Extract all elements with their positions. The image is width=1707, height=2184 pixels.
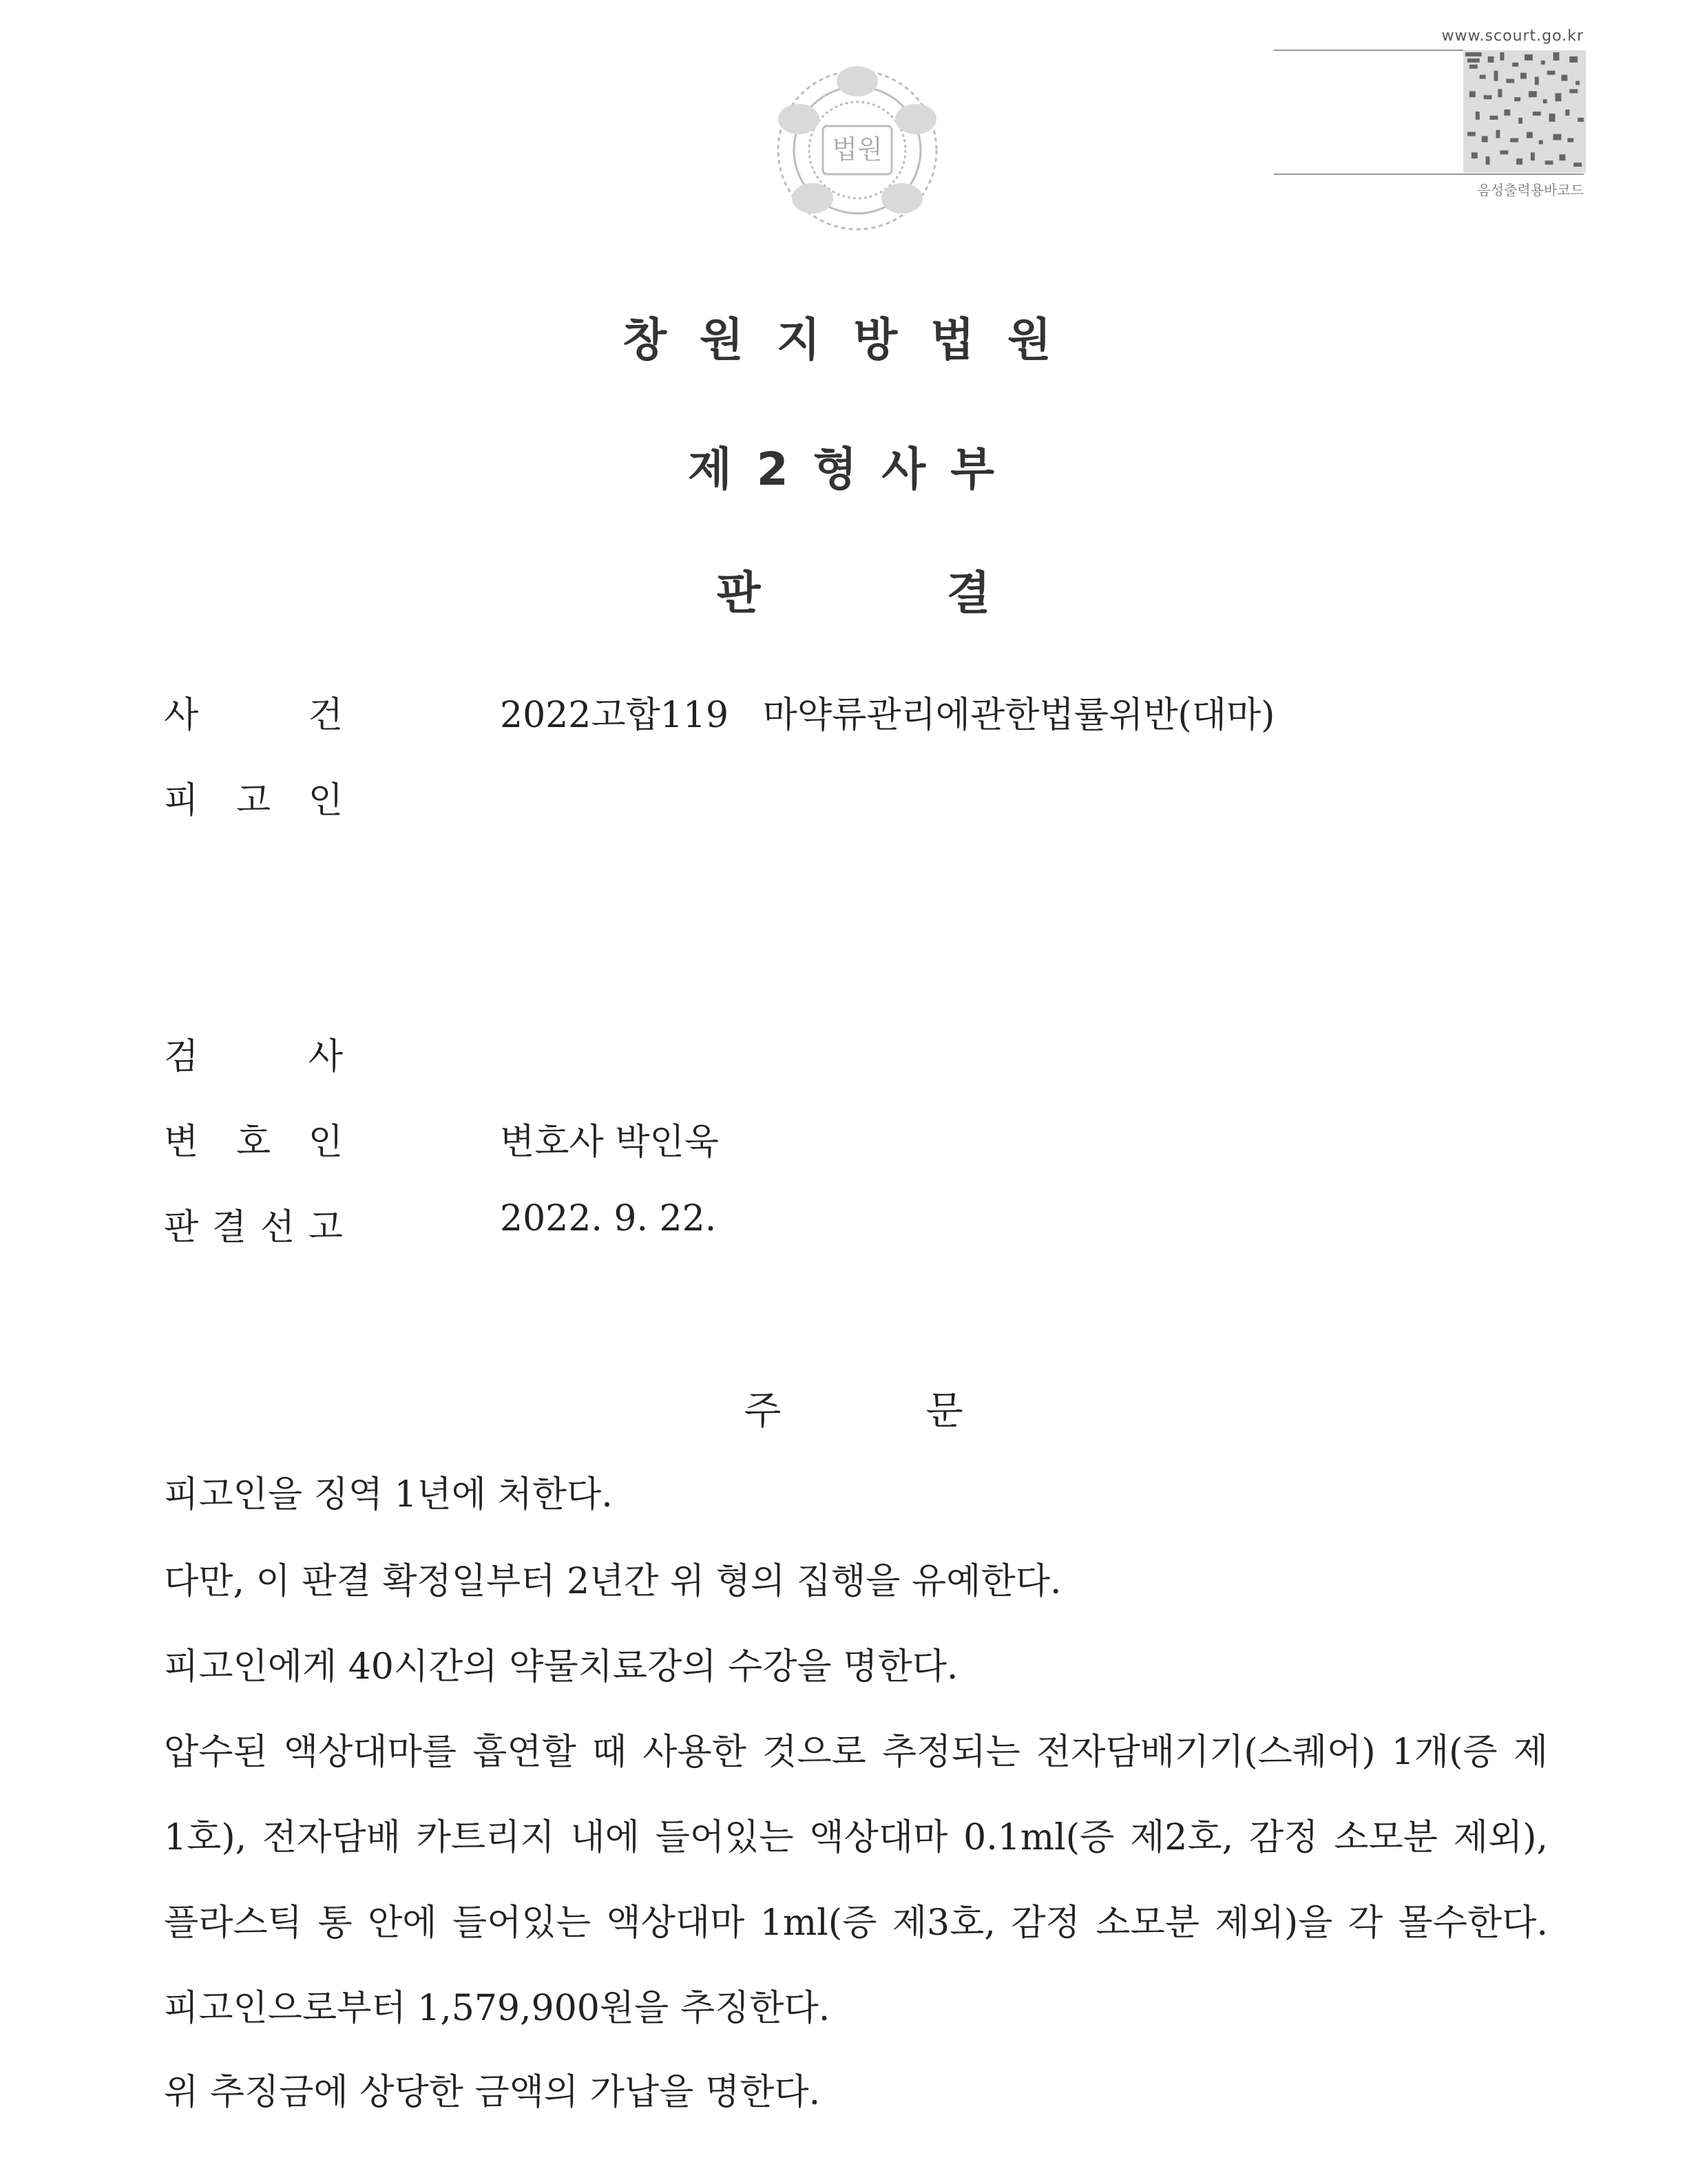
verdict-date-label: 판 결 선 고 [164,1207,343,1248]
barcode-caption: 음성출력용바코드 [1477,182,1584,198]
document-type-char-1: 판 [716,567,761,620]
order-line-2: 다만, 이 판결 확정일부터 2년간 위 형의 집행을 유예한다. [164,1561,1062,1602]
case-value: 2022고합119 마약류관리에관한법률위반(대마) [500,695,1275,736]
counsel-label: 변 호 인 [164,1122,343,1163]
order-line-8: 위 추징금에 상당한 금액의 가납을 명한다. [164,2072,821,2113]
court-seal-icon [751,54,964,246]
seal-text: 법원 [832,134,883,165]
court-name: 창원지방법원 [622,313,1085,366]
prosecutor-label: 검 사 [164,1036,343,1078]
court-url: www.scourt.go.kr [1441,28,1584,45]
division-name: 제2형사부 [688,443,1019,496]
order-line-4: 압수된 액상대마를 흡연할 때 사용한 것으로 추정되는 전자담배기기(스퀘어) 1개(증 제 [164,1732,1548,1773]
defendant-label: 피 고 인 [164,780,343,821]
order-line-6: 플라스틱 통 안에 들어있는 액상대마 1ml(증 제3호, 감정 소모분 제외)을 각 몰수한다. [164,1902,1548,1944]
barcode-area [1274,28,1584,200]
order-line-1: 피고인을 징역 1년에 처한다. [164,1474,613,1515]
document-type [0,556,1707,622]
verdict-date-value: 2022. 9. 22. [500,1198,717,1239]
order-line-3: 피고인에게 40시간의 약물치료강의 수강을 명한다. [164,1646,959,1688]
counsel-value: 변호사 박인욱 [500,1122,719,1163]
voice-barcode-icon [1463,50,1586,174]
case-label: 사 건 [164,695,343,736]
document-type-char-2: 결 [946,567,991,620]
order-title: 주 문 [744,1389,963,1434]
order-line-7: 피고인으로부터 1,579,900원을 추징한다. [164,1988,830,2029]
order-line-5: 1호), 전자담배 카트리지 내에 들어있는 액상대마 0.1ml(증 제2호, 감정 소모분 제외), [164,1817,1548,1858]
